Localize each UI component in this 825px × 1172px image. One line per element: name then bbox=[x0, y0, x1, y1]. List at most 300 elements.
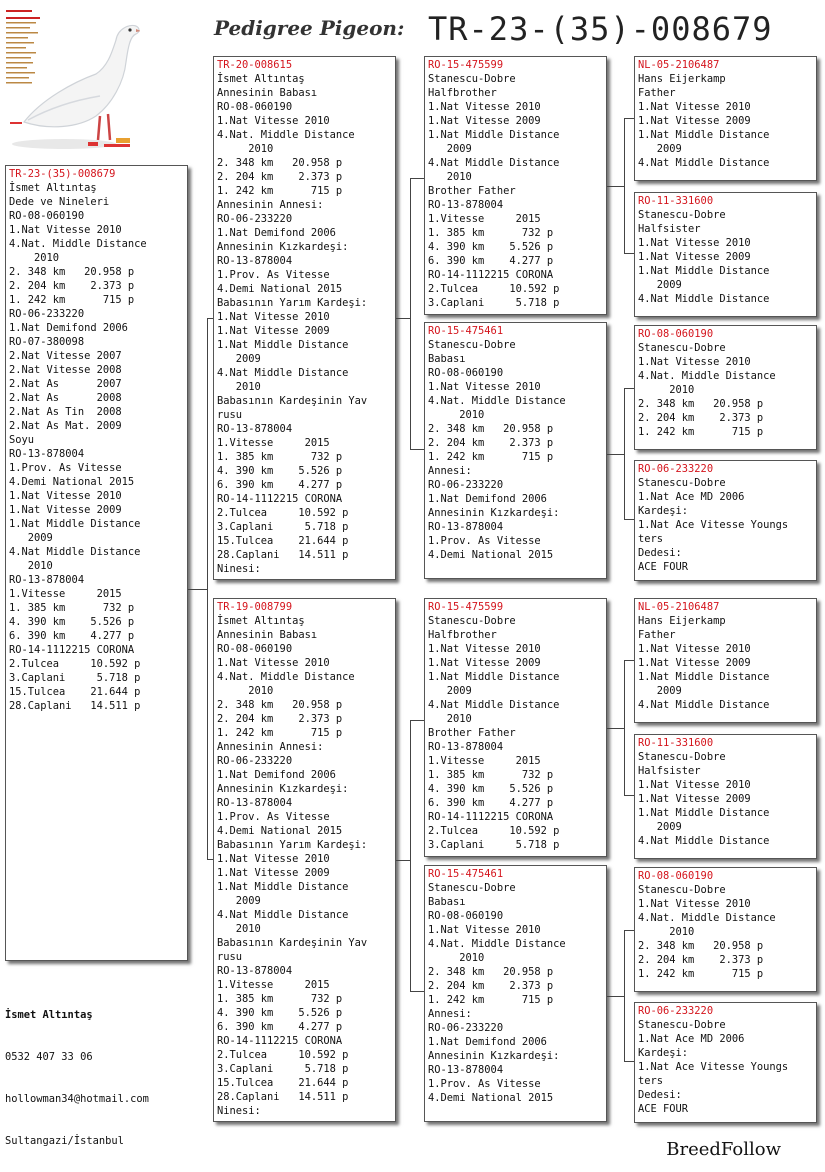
dam-dam-card bbox=[424, 865, 607, 1122]
pedigree-line: 2. 204 km 2.373 p bbox=[638, 412, 764, 424]
pedigree-line: 1.Nat Vitesse 2009 bbox=[638, 793, 751, 805]
pedigree-line: 1.Vitesse 2015 bbox=[428, 213, 541, 225]
pedigree-line: RO-13-878004 bbox=[9, 574, 85, 586]
pedigree-line: 2. 204 km 2.373 p bbox=[638, 954, 764, 966]
pedigree-line: 4.Nat Middle Distance bbox=[638, 699, 770, 711]
pedigree-line: Brother Father bbox=[428, 727, 516, 739]
pedigree-line: 1.Nat Vitesse 2010 bbox=[9, 490, 122, 502]
pedigree-line: 2009 bbox=[217, 353, 261, 365]
pedigree-line: 2. 348 km 20.958 p bbox=[217, 157, 343, 169]
pedigree-line: 1. 385 km 732 p bbox=[217, 451, 343, 463]
pedigree-line: RO-14-1112215 CORONA bbox=[9, 644, 135, 656]
owner-phone: 0532 407 33 06 bbox=[5, 1051, 93, 1063]
pedigree-line: 4.Nat Middle Distance bbox=[217, 367, 349, 379]
pedigree-line: İsmet Altıntaş bbox=[217, 73, 305, 85]
pedigree-line: 2.Tulcea 10.592 p bbox=[428, 825, 560, 837]
pedigree-line: Stanescu-Dobre bbox=[638, 751, 726, 763]
pedigree-line: RO-13-878004 bbox=[217, 423, 293, 435]
pedigree-line: 1.Nat Ace Vitesse Youngs bbox=[638, 1061, 789, 1073]
pedigree-line: 2.Nat As Tin 2008 bbox=[9, 406, 122, 418]
pedigree-line: 1.Nat Ace MD 2006 bbox=[638, 1033, 745, 1045]
ring-number: RO-11-331600 bbox=[638, 737, 714, 749]
pedigree-line: 1.Nat Vitesse 2010 bbox=[428, 381, 541, 393]
pedigree-line: 1. 242 km 715 p bbox=[428, 994, 554, 1006]
pedigree-line: 1.Nat Vitesse 2009 bbox=[428, 115, 541, 127]
card-text bbox=[425, 57, 606, 310]
ring-number: TR-20-008615 bbox=[217, 59, 293, 71]
pedigree-line: 4.Nat Middle Distance bbox=[217, 909, 349, 921]
pedigree-line: 3.Caplani 5.718 p bbox=[428, 839, 560, 851]
pedigree-line: 1.Nat Ace Vitesse Youngs bbox=[638, 519, 789, 531]
ring-number: NL-05-2106487 bbox=[638, 59, 720, 71]
pedigree-line: 2.Nat As 2008 bbox=[9, 392, 122, 404]
pedigree-line: 2010 bbox=[428, 952, 485, 964]
connector-line bbox=[607, 454, 624, 455]
pedigree-line: Soyu bbox=[9, 434, 35, 446]
pedigree-line: 4.Nat. Middle Distance bbox=[217, 129, 355, 141]
pedigree-line: Halfsister bbox=[638, 223, 701, 235]
pedigree-line: 2.Nat Vitesse 2007 bbox=[9, 350, 122, 362]
pedigree-line: 1.Prov. As Vitesse bbox=[217, 269, 330, 281]
card-text bbox=[425, 866, 606, 1105]
pedigree-line: 2.Tulcea 10.592 p bbox=[217, 1049, 349, 1061]
pedigree-line: RO-14-1112215 CORONA bbox=[217, 1035, 343, 1047]
sire-card bbox=[213, 56, 396, 580]
pedigree-line: RO-06-233220 bbox=[217, 213, 293, 225]
card-text bbox=[6, 166, 187, 713]
pedigree-line: 2. 348 km 20.958 p bbox=[638, 940, 764, 952]
pedigree-line: 1.Nat Middle Distance bbox=[638, 265, 770, 277]
pedigree-line: 2010 bbox=[638, 384, 695, 396]
pedigree-line: Babasının Kardeşinin Yav bbox=[217, 395, 368, 407]
pedigree-line: 4.Nat. Middle Distance bbox=[638, 370, 776, 382]
pedigree-line: 1.Nat Demifond 2006 bbox=[428, 493, 547, 505]
pedigree-line: 1.Nat Middle Distance bbox=[217, 339, 349, 351]
pedigree-line: 2.Nat Vitesse 2008 bbox=[9, 364, 122, 376]
owner-contact bbox=[5, 980, 149, 1162]
pedigree-line: Father bbox=[638, 87, 676, 99]
pedigree-line: 1.Nat Ace MD 2006 bbox=[638, 491, 745, 503]
pedigree-line: rusu bbox=[217, 409, 243, 421]
pedigree-line: 4.Nat Middle Distance bbox=[638, 157, 770, 169]
pedigree-line: 4. 390 km 5.526 p bbox=[9, 616, 135, 628]
great-grandparent-card bbox=[634, 325, 817, 450]
pigeon-photo bbox=[4, 4, 140, 154]
card-text bbox=[635, 461, 816, 574]
pedigree-line: 1. 242 km 715 p bbox=[217, 727, 343, 739]
pedigree-line: Annesi: bbox=[428, 1008, 472, 1020]
great-grandparent-card bbox=[634, 192, 817, 317]
pedigree-line: RO-06-233220 bbox=[428, 1022, 504, 1034]
pedigree-line: Annesinin Kızkardeşi: bbox=[428, 507, 560, 519]
pedigree-line: 1.Nat Vitesse 2010 bbox=[428, 643, 541, 655]
pedigree-line: 2. 204 km 2.373 p bbox=[217, 171, 343, 183]
pedigree-line: 1.Nat Vitesse 2010 bbox=[638, 779, 751, 791]
pedigree-line: 1.Nat Vitesse 2010 bbox=[217, 115, 330, 127]
pedigree-line: RO-08-060190 bbox=[9, 210, 85, 222]
connector-line bbox=[396, 860, 410, 861]
pedigree-line: Father bbox=[638, 629, 676, 641]
pedigree-line: 2. 348 km 20.958 p bbox=[217, 699, 343, 711]
pedigree-line: 1.Nat Demifond 2006 bbox=[217, 769, 336, 781]
pedigree-line: 1. 242 km 715 p bbox=[638, 968, 764, 980]
pedigree-line: 4.Demi National 2015 bbox=[428, 549, 554, 561]
pedigree-line: Stanescu-Dobre bbox=[428, 339, 516, 351]
pedigree-line: 1.Nat Vitesse 2009 bbox=[9, 504, 122, 516]
pedigree-line: 2009 bbox=[428, 143, 472, 155]
pedigree-line: RO-13-878004 bbox=[428, 741, 504, 753]
card-text bbox=[635, 326, 816, 439]
pedigree-line: 2. 348 km 20.958 p bbox=[9, 266, 135, 278]
pedigree-line: Hans Eijerkamp bbox=[638, 615, 726, 627]
pedigree-line: Annesi: bbox=[428, 465, 472, 477]
ring-number: RO-15-475599 bbox=[428, 601, 504, 613]
pedigree-line: 2. 204 km 2.373 p bbox=[428, 437, 554, 449]
pedigree-line: 2009 bbox=[638, 685, 682, 697]
connector-bracket bbox=[624, 930, 634, 1062]
pedigree-line: 15.Tulcea 21.644 p bbox=[217, 1077, 349, 1089]
ring-number: RO-08-060190 bbox=[638, 870, 714, 882]
pedigree-line: 4.Demi National 2015 bbox=[428, 1092, 554, 1104]
pedigree-line: 4. 390 km 5.526 p bbox=[217, 465, 343, 477]
pedigree-line: Babası bbox=[428, 353, 466, 365]
card-text bbox=[635, 599, 816, 712]
pedigree-line: 1.Nat Vitesse 2010 bbox=[638, 101, 751, 113]
pedigree-line: Stanescu-Dobre bbox=[638, 884, 726, 896]
pedigree-line: RO-13-878004 bbox=[428, 1064, 504, 1076]
owner-email: hollowman34@hotmail.com bbox=[5, 1093, 149, 1105]
pedigree-ring-number: TR-23-(35)-008679 bbox=[428, 10, 773, 48]
pedigree-line: 3.Caplani 5.718 p bbox=[217, 521, 349, 533]
great-grandparent-card bbox=[634, 598, 817, 723]
pedigree-line: 1.Nat Middle Distance bbox=[638, 671, 770, 683]
pedigree-line: Hans Eijerkamp bbox=[638, 73, 726, 85]
connector-bracket bbox=[410, 720, 424, 992]
pedigree-line: RO-14-1112215 CORONA bbox=[217, 493, 343, 505]
card-text bbox=[635, 735, 816, 848]
brand-label: BreedFollow bbox=[666, 1139, 781, 1160]
pedigree-line: RO-13-878004 bbox=[217, 965, 293, 977]
pedigree-line: Annesinin Annesi: bbox=[217, 741, 324, 753]
pedigree-line: 4. 390 km 5.526 p bbox=[217, 1007, 343, 1019]
pedigree-line: 1.Nat Vitesse 2010 bbox=[428, 924, 541, 936]
pedigree-line: Annesinin Kızkardeşi: bbox=[217, 783, 349, 795]
pedigree-line: 6. 390 km 4.277 p bbox=[217, 1021, 343, 1033]
pedigree-line: 1. 385 km 732 p bbox=[428, 769, 554, 781]
pedigree-line: 2010 bbox=[217, 685, 274, 697]
ring-number: RO-15-475461 bbox=[428, 325, 504, 337]
pedigree-line: ACE FOUR bbox=[638, 561, 689, 573]
pedigree-line: Annesinin Babası bbox=[217, 87, 318, 99]
card-text bbox=[425, 599, 606, 852]
pedigree-line: 2. 348 km 20.958 p bbox=[638, 398, 764, 410]
connector-bracket bbox=[207, 318, 213, 860]
pedigree-line: 1.Nat Vitesse 2010 bbox=[217, 657, 330, 669]
pedigree-line: RO-13-878004 bbox=[217, 797, 293, 809]
pedigree-line: 1.Nat Demifond 2006 bbox=[217, 227, 336, 239]
pedigree-line: Stanescu-Dobre bbox=[638, 209, 726, 221]
pedigree-line: Halfsister bbox=[638, 765, 701, 777]
pedigree-line: 1.Nat Demifond 2006 bbox=[428, 1036, 547, 1048]
pedigree-line: 4.Demi National 2015 bbox=[217, 825, 343, 837]
pedigree-line: Stanescu-Dobre bbox=[428, 882, 516, 894]
pedigree-line: RO-13-878004 bbox=[9, 448, 85, 460]
pedigree-line: 15.Tulcea 21.644 p bbox=[9, 686, 141, 698]
pedigree-line: 4.Nat Middle Distance bbox=[428, 699, 560, 711]
pedigree-line: 1. 242 km 715 p bbox=[217, 185, 343, 197]
pedigree-line: 1.Nat Middle Distance bbox=[428, 129, 560, 141]
pedigree-line: 2.Nat As 2007 bbox=[9, 378, 122, 390]
white-pigeon-photo-icon bbox=[4, 4, 140, 154]
pedigree-line: 2009 bbox=[428, 685, 472, 697]
pedigree-line: 2. 204 km 2.373 p bbox=[9, 280, 135, 292]
pedigree-line: 1. 242 km 715 p bbox=[9, 294, 135, 306]
ring-number: RO-06-233220 bbox=[638, 1005, 714, 1017]
pedigree-line: 3.Caplani 5.718 p bbox=[217, 1063, 349, 1075]
owner-location: Sultangazi/İstanbul bbox=[5, 1135, 124, 1147]
pedigree-line: 1.Nat Middle Distance bbox=[217, 881, 349, 893]
pedigree-line: 6. 390 km 4.277 p bbox=[9, 630, 135, 642]
pedigree-line: 1.Nat Vitesse 2010 bbox=[217, 853, 330, 865]
pedigree-line: 3.Caplani 5.718 p bbox=[9, 672, 141, 684]
pedigree-line: 1.Nat Vitesse 2009 bbox=[638, 115, 751, 127]
pedigree-line: Dedesi: bbox=[638, 1089, 682, 1101]
card-text bbox=[635, 1003, 816, 1116]
pedigree-line: Babası bbox=[428, 896, 466, 908]
pedigree-line: 1.Nat Vitesse 2009 bbox=[638, 657, 751, 669]
dam-card bbox=[213, 598, 396, 1122]
pedigree-line: 1.Nat Vitesse 2010 bbox=[638, 898, 751, 910]
pedigree-line: 1.Prov. As Vitesse bbox=[217, 811, 330, 823]
pedigree-line: 1.Prov. As Vitesse bbox=[428, 535, 541, 547]
pedigree-line: 1.Nat Vitesse 2009 bbox=[428, 657, 541, 669]
pedigree-line: 1.Vitesse 2015 bbox=[9, 588, 122, 600]
pedigree-line: 3.Caplani 5.718 p bbox=[428, 297, 560, 309]
dam-sire-card bbox=[424, 598, 607, 857]
pedigree-line: 2.Tulcea 10.592 p bbox=[428, 283, 560, 295]
ring-number: TR-23-(35)-008679 bbox=[9, 168, 116, 180]
pedigree-line: Stanescu-Dobre bbox=[638, 477, 726, 489]
pedigree-line: 1.Nat Vitesse 2010 bbox=[428, 101, 541, 113]
pedigree-line: 2010 bbox=[638, 926, 695, 938]
pedigree-line: 2. 204 km 2.373 p bbox=[217, 713, 343, 725]
pedigree-line: 2010 bbox=[428, 409, 485, 421]
connector-line bbox=[396, 318, 410, 319]
pedigree-line: 28.Caplani 14.511 p bbox=[9, 700, 141, 712]
pedigree-line: Stanescu-Dobre bbox=[428, 73, 516, 85]
pedigree-line: ACE FOUR bbox=[638, 1103, 689, 1115]
pedigree-line: 6. 390 km 4.277 p bbox=[428, 797, 554, 809]
sire-dam-card bbox=[424, 322, 607, 579]
pedigree-line: 4.Nat Middle Distance bbox=[638, 835, 770, 847]
pedigree-line: Brother Father bbox=[428, 185, 516, 197]
pedigree-line: 2009 bbox=[638, 821, 682, 833]
pedigree-line: 2. 204 km 2.373 p bbox=[428, 980, 554, 992]
pedigree-line: 2009 bbox=[9, 532, 53, 544]
pedigree-line: 2009 bbox=[217, 895, 261, 907]
pedigree-line: 1.Nat Vitesse 2010 bbox=[638, 356, 751, 368]
pedigree-line: 4.Nat. Middle Distance bbox=[428, 938, 566, 950]
pedigree-line: RO-06-233220 bbox=[217, 755, 293, 767]
pedigree-line: 2. 348 km 20.958 p bbox=[428, 966, 554, 978]
pedigree-line: Annesinin Kızkardeşi: bbox=[428, 1050, 560, 1062]
great-grandparent-card bbox=[634, 460, 817, 581]
connector-line bbox=[607, 186, 624, 187]
ring-number: RO-08-060190 bbox=[638, 328, 714, 340]
pedigree-line: 28.Caplani 14.511 p bbox=[217, 549, 349, 561]
pedigree-title-label: Pedigree Pigeon: bbox=[214, 16, 405, 40]
pedigree-line: Dede ve Nineleri bbox=[9, 196, 110, 208]
pedigree-line: RO-13-878004 bbox=[428, 521, 504, 533]
pedigree-line: 4.Nat. Middle Distance bbox=[9, 238, 147, 250]
pedigree-line: 1.Prov. As Vitesse bbox=[428, 1078, 541, 1090]
connector-line bbox=[188, 589, 207, 590]
connector-bracket bbox=[410, 178, 424, 450]
pedigree-line: RO-08-060190 bbox=[217, 101, 293, 113]
pedigree-line: Stanescu-Dobre bbox=[638, 1019, 726, 1031]
pedigree-line: 1.Nat Demifond 2006 bbox=[9, 322, 128, 334]
great-grandparent-card bbox=[634, 1002, 817, 1123]
pedigree-line: 4.Nat. Middle Distance bbox=[217, 671, 355, 683]
pedigree-line: RO-14-1112215 CORONA bbox=[428, 811, 554, 823]
ring-number: RO-11-331600 bbox=[638, 195, 714, 207]
connector-bracket bbox=[624, 660, 634, 796]
pedigree-line: 2.Nat As Mat. 2009 bbox=[9, 420, 122, 432]
pedigree-line: 1.Prov. As Vitesse bbox=[9, 462, 122, 474]
card-text bbox=[425, 323, 606, 562]
pedigree-line: Kardeşi: bbox=[638, 1047, 689, 1059]
pedigree-line: 2009 bbox=[638, 279, 682, 291]
pedigree-line: İsmet Altıntaş bbox=[217, 615, 305, 627]
pedigree-line: Annesinin Babası bbox=[217, 629, 318, 641]
card-text bbox=[635, 868, 816, 981]
pedigree-line: Halfbrother bbox=[428, 629, 497, 641]
pedigree-line: Ninesi: bbox=[217, 1105, 261, 1117]
pedigree-line: 2.Tulcea 10.592 p bbox=[9, 658, 141, 670]
connector-bracket bbox=[624, 118, 634, 254]
pedigree-line: rusu bbox=[217, 951, 243, 963]
great-grandparent-card bbox=[634, 867, 817, 992]
pedigree-line: 4.Demi National 2015 bbox=[9, 476, 135, 488]
pedigree-line: 1.Vitesse 2015 bbox=[217, 979, 330, 991]
pedigree-line: 15.Tulcea 21.644 p bbox=[217, 535, 349, 547]
pedigree-line: RO-13-878004 bbox=[217, 255, 293, 267]
connector-bracket bbox=[624, 388, 634, 520]
pedigree-line: RO-14-1112215 CORONA bbox=[428, 269, 554, 281]
pedigree-line: 1. 385 km 732 p bbox=[217, 993, 343, 1005]
pedigree-line: Babasının Yarım Kardeşi: bbox=[217, 297, 368, 309]
pedigree-line: Halfbrother bbox=[428, 87, 497, 99]
great-grandparent-card bbox=[634, 56, 817, 181]
pedigree-line: ters bbox=[638, 533, 664, 545]
pedigree-line: RO-06-233220 bbox=[9, 308, 85, 320]
connector-line bbox=[607, 728, 624, 729]
pedigree-line: 2010 bbox=[428, 713, 472, 725]
pedigree-line: 4. 390 km 5.526 p bbox=[428, 241, 554, 253]
pedigree-line: 1. 242 km 715 p bbox=[638, 426, 764, 438]
pedigree-line: 6. 390 km 4.277 p bbox=[428, 255, 554, 267]
pedigree-line: Annesinin Annesi: bbox=[217, 199, 324, 211]
pedigree-line: 4.Demi National 2015 bbox=[217, 283, 343, 295]
pedigree-line: 1.Nat Middle Distance bbox=[638, 807, 770, 819]
ring-number: NL-05-2106487 bbox=[638, 601, 720, 613]
pedigree-line: Annesinin Kızkardeşi: bbox=[217, 241, 349, 253]
pedigree-line: 1.Vitesse 2015 bbox=[428, 755, 541, 767]
subject-card bbox=[5, 165, 188, 961]
pedigree-line: 4. 390 km 5.526 p bbox=[428, 783, 554, 795]
owner-name: İsmet Altıntaş bbox=[5, 1009, 93, 1021]
pedigree-line: 1.Nat Middle Distance bbox=[638, 129, 770, 141]
pedigree-line: 1.Nat Vitesse 2010 bbox=[638, 643, 751, 655]
pedigree-line: 1.Nat Vitesse 2009 bbox=[217, 867, 330, 879]
pedigree-line: 2010 bbox=[217, 923, 261, 935]
ring-number: RO-15-475461 bbox=[428, 868, 504, 880]
pedigree-line: 2009 bbox=[638, 143, 682, 155]
card-text bbox=[214, 57, 395, 576]
pedigree-line: 1.Nat Middle Distance bbox=[428, 671, 560, 683]
ring-number: RO-15-475599 bbox=[428, 59, 504, 71]
pedigree-line: Stanescu-Dobre bbox=[638, 342, 726, 354]
pedigree-line: RO-08-060190 bbox=[428, 910, 504, 922]
pedigree-line: 4.Nat Middle Distance bbox=[9, 546, 141, 558]
pedigree-line: Kardeşi: bbox=[638, 505, 689, 517]
pedigree-line: Dedesi: bbox=[638, 547, 682, 559]
pedigree-line: 4.Nat. Middle Distance bbox=[638, 912, 776, 924]
pedigree-line: 2010 bbox=[428, 171, 472, 183]
pedigree-line: 1.Vitesse 2015 bbox=[217, 437, 330, 449]
pedigree-line: Babasının Yarım Kardeşi: bbox=[217, 839, 368, 851]
pedigree-line: 1.Nat Vitesse 2010 bbox=[638, 237, 751, 249]
pedigree-line: 2010 bbox=[217, 381, 261, 393]
pedigree-line: RO-08-060190 bbox=[428, 367, 504, 379]
pedigree-line: 4.Nat Middle Distance bbox=[428, 157, 560, 169]
pedigree-line: İsmet Altıntaş bbox=[9, 182, 97, 194]
pedigree-line: 1. 385 km 732 p bbox=[428, 227, 554, 239]
pedigree-line: 1.Nat Vitesse 2009 bbox=[217, 325, 330, 337]
ring-number: TR-19-008799 bbox=[217, 601, 293, 613]
pedigree-line: 28.Caplani 14.511 p bbox=[217, 1091, 349, 1103]
pedigree-line: 1.Nat Vitesse 2009 bbox=[638, 251, 751, 263]
pedigree-line: 4.Nat. Middle Distance bbox=[428, 395, 566, 407]
pedigree-line: 1. 385 km 732 p bbox=[9, 602, 135, 614]
pedigree-line: 2.Tulcea 10.592 p bbox=[217, 507, 349, 519]
card-text bbox=[635, 193, 816, 306]
pedigree-line: 1.Nat Vitesse 2010 bbox=[9, 224, 122, 236]
connector-line bbox=[607, 996, 624, 997]
pedigree-line: 1.Nat Middle Distance bbox=[9, 518, 141, 530]
pedigree-line: 6. 390 km 4.277 p bbox=[217, 479, 343, 491]
pedigree-line: Stanescu-Dobre bbox=[428, 615, 516, 627]
great-grandparent-card bbox=[634, 734, 817, 859]
pedigree-line: RO-06-233220 bbox=[428, 479, 504, 491]
card-text bbox=[214, 599, 395, 1118]
pedigree-line: 1. 242 km 715 p bbox=[428, 451, 554, 463]
pedigree-line: 1.Nat Vitesse 2010 bbox=[217, 311, 330, 323]
pedigree-line: RO-08-060190 bbox=[217, 643, 293, 655]
pedigree-line: Ninesi: bbox=[217, 563, 261, 575]
pedigree-line: 2010 bbox=[217, 143, 274, 155]
sire-sire-card bbox=[424, 56, 607, 315]
pedigree-line: 4.Nat Middle Distance bbox=[638, 293, 770, 305]
pedigree-line: Babasının Kardeşinin Yav bbox=[217, 937, 368, 949]
card-text bbox=[635, 57, 816, 170]
ring-number: RO-06-233220 bbox=[638, 463, 714, 475]
pedigree-line: 2. 348 km 20.958 p bbox=[428, 423, 554, 435]
pedigree-line: ters bbox=[638, 1075, 664, 1087]
pedigree-line: RO-07-380098 bbox=[9, 336, 85, 348]
pedigree-line: 2010 bbox=[9, 560, 53, 572]
pedigree-line: 2010 bbox=[9, 252, 60, 264]
